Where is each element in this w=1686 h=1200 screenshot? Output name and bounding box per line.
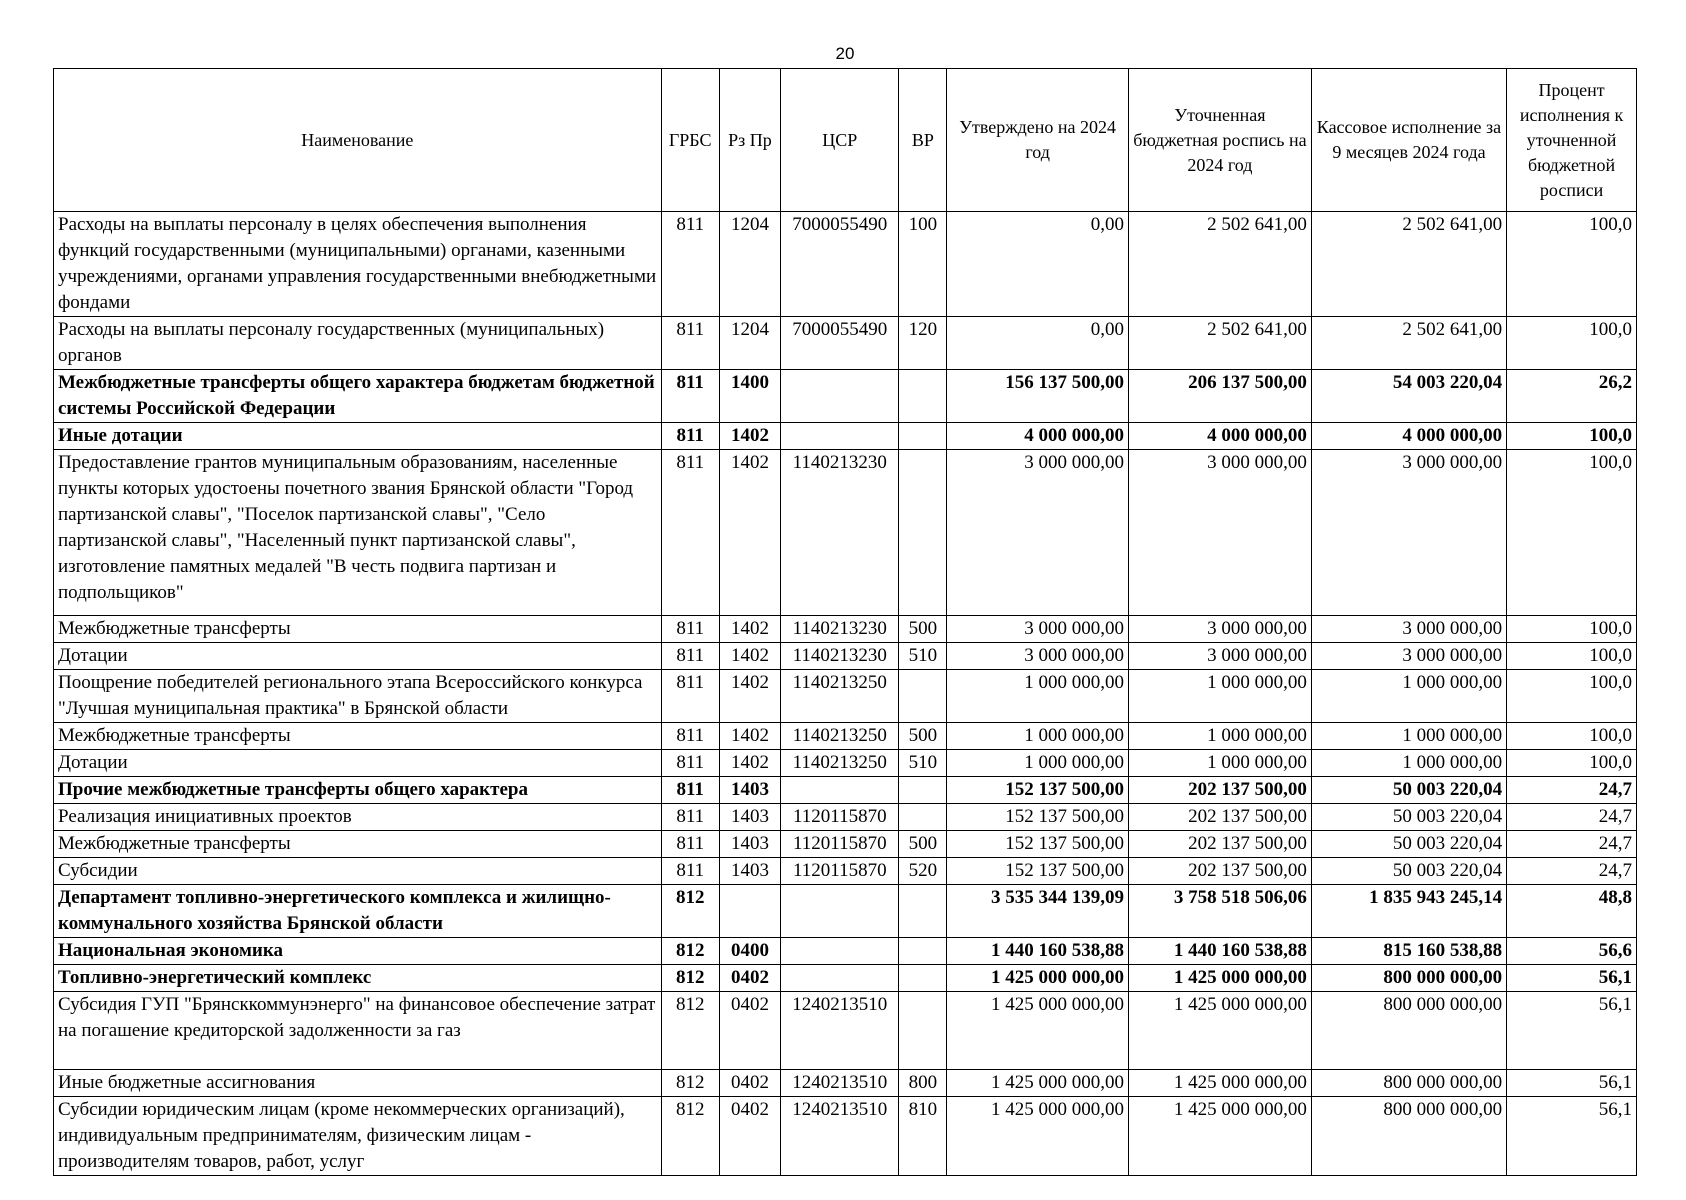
row-executed: 1 000 000,00 bbox=[1311, 723, 1506, 750]
row-rzpr: 1403 bbox=[719, 831, 780, 858]
row-percent: 56,1 bbox=[1507, 1097, 1637, 1176]
table-row bbox=[54, 643, 1637, 670]
row-approved: 152 137 500,00 bbox=[947, 777, 1129, 804]
row-csr: 1240213510 bbox=[781, 1097, 899, 1176]
row-csr: 1140213230 bbox=[781, 643, 899, 670]
row-approved: 1 425 000 000,00 bbox=[947, 1097, 1129, 1176]
row-rzpr: 1402 bbox=[719, 450, 780, 616]
row-csr: 7000055490 bbox=[781, 212, 899, 317]
row-executed: 2 502 641,00 bbox=[1311, 212, 1506, 317]
row-csr: 1240213510 bbox=[781, 1070, 899, 1097]
row-name: Субсидии bbox=[54, 858, 662, 885]
row-percent: 56,6 bbox=[1507, 938, 1637, 965]
table-row bbox=[54, 1070, 1637, 1097]
row-refined: 2 502 641,00 bbox=[1129, 317, 1312, 370]
row-percent: 100,0 bbox=[1507, 212, 1637, 317]
row-approved: 3 000 000,00 bbox=[947, 643, 1129, 670]
table-row bbox=[54, 1097, 1637, 1176]
header-executed: Кассовое исполнение за 9 месяцев 2024 года bbox=[1311, 69, 1506, 212]
row-refined: 1 425 000 000,00 bbox=[1129, 992, 1312, 1070]
row-refined: 1 425 000 000,00 bbox=[1129, 1070, 1312, 1097]
row-vr bbox=[899, 370, 947, 423]
row-grbs: 812 bbox=[661, 1097, 719, 1176]
row-rzpr: 0402 bbox=[719, 992, 780, 1070]
table-row bbox=[54, 992, 1637, 1070]
row-executed: 50 003 220,04 bbox=[1311, 858, 1506, 885]
row-rzpr: 0402 bbox=[719, 965, 780, 992]
row-refined: 1 425 000 000,00 bbox=[1129, 1097, 1312, 1176]
row-csr: 1120115870 bbox=[781, 858, 899, 885]
row-rzpr: 1403 bbox=[719, 804, 780, 831]
row-grbs: 812 bbox=[661, 938, 719, 965]
header-percent: Процент исполнения к уточненной бюджетной росписи bbox=[1507, 69, 1637, 212]
row-vr bbox=[899, 804, 947, 831]
row-csr: 7000055490 bbox=[781, 317, 899, 370]
row-grbs: 811 bbox=[661, 804, 719, 831]
row-approved: 1 425 000 000,00 bbox=[947, 1070, 1129, 1097]
row-vr: 510 bbox=[899, 643, 947, 670]
row-approved: 1 000 000,00 bbox=[947, 670, 1129, 723]
row-executed: 1 835 943 245,14 bbox=[1311, 885, 1506, 938]
row-approved: 1 440 160 538,88 bbox=[947, 938, 1129, 965]
row-csr: 1140213230 bbox=[781, 616, 899, 643]
row-percent: 26,2 bbox=[1507, 370, 1637, 423]
row-percent: 100,0 bbox=[1507, 450, 1637, 616]
row-rzpr: 1400 bbox=[719, 370, 780, 423]
table-row bbox=[54, 450, 1637, 616]
row-approved: 0,00 bbox=[947, 317, 1129, 370]
row-vr bbox=[899, 992, 947, 1070]
row-executed: 3 000 000,00 bbox=[1311, 450, 1506, 616]
row-refined: 1 000 000,00 bbox=[1129, 750, 1312, 777]
row-grbs: 811 bbox=[661, 423, 719, 450]
row-refined: 202 137 500,00 bbox=[1129, 858, 1312, 885]
table-row bbox=[54, 370, 1637, 423]
budget-table bbox=[53, 68, 1637, 1176]
row-refined: 202 137 500,00 bbox=[1129, 804, 1312, 831]
table-row bbox=[54, 777, 1637, 804]
row-grbs: 811 bbox=[661, 212, 719, 317]
row-percent: 100,0 bbox=[1507, 750, 1637, 777]
row-grbs: 811 bbox=[661, 831, 719, 858]
row-name: Реализация инициативных проектов bbox=[54, 804, 662, 831]
row-rzpr: 1402 bbox=[719, 750, 780, 777]
row-rzpr: 1402 bbox=[719, 423, 780, 450]
table-row bbox=[54, 423, 1637, 450]
row-executed: 800 000 000,00 bbox=[1311, 992, 1506, 1070]
row-approved: 1 000 000,00 bbox=[947, 750, 1129, 777]
row-approved: 156 137 500,00 bbox=[947, 370, 1129, 423]
row-vr bbox=[899, 450, 947, 616]
table-row bbox=[54, 885, 1637, 938]
row-name: Департамент топливно-энергетического комплекса и жилищно-коммунального хозяйства Брянской области bbox=[54, 885, 662, 938]
table-row bbox=[54, 858, 1637, 885]
row-vr bbox=[899, 938, 947, 965]
row-grbs: 811 bbox=[661, 723, 719, 750]
row-name: Расходы на выплаты персоналу в целях обеспечения выполнения функций государственными (муниципальными) органами, казенными учреждениями, органами управления государственными внебюджетными фондами bbox=[54, 212, 662, 317]
row-rzpr: 1402 bbox=[719, 670, 780, 723]
row-vr bbox=[899, 885, 947, 938]
row-name: Расходы на выплаты персоналу государственных (муниципальных) органов bbox=[54, 317, 662, 370]
row-rzpr: 1204 bbox=[719, 212, 780, 317]
row-refined: 4 000 000,00 bbox=[1129, 423, 1312, 450]
row-refined: 1 425 000 000,00 bbox=[1129, 965, 1312, 992]
row-name: Субсидия ГУП "Брянсккоммунэнерго" на финансовое обеспечение затрат на погашение кредиторской задолженности за газ bbox=[54, 992, 662, 1070]
row-refined: 202 137 500,00 bbox=[1129, 831, 1312, 858]
row-grbs: 811 bbox=[661, 670, 719, 723]
row-approved: 1 000 000,00 bbox=[947, 723, 1129, 750]
row-csr bbox=[781, 777, 899, 804]
row-grbs: 812 bbox=[661, 885, 719, 938]
row-grbs: 812 bbox=[661, 992, 719, 1070]
row-refined: 1 000 000,00 bbox=[1129, 670, 1312, 723]
table-row bbox=[54, 804, 1637, 831]
row-vr bbox=[899, 423, 947, 450]
row-rzpr: 1403 bbox=[719, 777, 780, 804]
row-name: Национальная экономика bbox=[54, 938, 662, 965]
row-vr: 510 bbox=[899, 750, 947, 777]
row-name: Межбюджетные трансферты общего характера бюджетам бюджетной системы Российской Федерации bbox=[54, 370, 662, 423]
row-approved: 3 000 000,00 bbox=[947, 616, 1129, 643]
row-approved: 152 137 500,00 bbox=[947, 831, 1129, 858]
row-executed: 2 502 641,00 bbox=[1311, 317, 1506, 370]
row-name: Межбюджетные трансферты bbox=[54, 723, 662, 750]
row-rzpr bbox=[719, 885, 780, 938]
row-executed: 3 000 000,00 bbox=[1311, 643, 1506, 670]
row-executed: 50 003 220,04 bbox=[1311, 831, 1506, 858]
row-approved: 3 000 000,00 bbox=[947, 450, 1129, 616]
row-percent: 56,1 bbox=[1507, 992, 1637, 1070]
row-grbs: 812 bbox=[661, 965, 719, 992]
row-grbs: 811 bbox=[661, 643, 719, 670]
row-rzpr: 0402 bbox=[719, 1097, 780, 1176]
row-approved: 152 137 500,00 bbox=[947, 858, 1129, 885]
row-approved: 1 425 000 000,00 bbox=[947, 992, 1129, 1070]
header-vr: ВР bbox=[899, 69, 947, 212]
row-approved: 1 425 000 000,00 bbox=[947, 965, 1129, 992]
row-refined: 1 000 000,00 bbox=[1129, 723, 1312, 750]
row-vr: 500 bbox=[899, 723, 947, 750]
row-csr bbox=[781, 938, 899, 965]
header-row bbox=[54, 69, 1637, 212]
row-vr: 800 bbox=[899, 1070, 947, 1097]
table-row bbox=[54, 965, 1637, 992]
header-name: Наименование bbox=[54, 69, 662, 212]
row-executed: 50 003 220,04 bbox=[1311, 777, 1506, 804]
row-percent: 24,7 bbox=[1507, 858, 1637, 885]
table-row bbox=[54, 212, 1637, 317]
row-percent: 48,8 bbox=[1507, 885, 1637, 938]
row-csr bbox=[781, 423, 899, 450]
row-refined: 3 758 518 506,06 bbox=[1129, 885, 1312, 938]
row-percent: 24,7 bbox=[1507, 777, 1637, 804]
table-row bbox=[54, 317, 1637, 370]
row-grbs: 811 bbox=[661, 616, 719, 643]
row-name: Дотации bbox=[54, 750, 662, 777]
table-row bbox=[54, 616, 1637, 643]
row-name: Топливно-энергетический комплекс bbox=[54, 965, 662, 992]
row-rzpr: 1402 bbox=[719, 643, 780, 670]
row-grbs: 811 bbox=[661, 750, 719, 777]
row-grbs: 812 bbox=[661, 1070, 719, 1097]
row-rzpr: 1204 bbox=[719, 317, 780, 370]
row-grbs: 811 bbox=[661, 450, 719, 616]
row-rzpr: 0400 bbox=[719, 938, 780, 965]
row-approved: 0,00 bbox=[947, 212, 1129, 317]
row-csr: 1240213510 bbox=[781, 992, 899, 1070]
row-rzpr: 1402 bbox=[719, 723, 780, 750]
row-percent: 100,0 bbox=[1507, 643, 1637, 670]
row-rzpr: 1403 bbox=[719, 858, 780, 885]
row-refined: 3 000 000,00 bbox=[1129, 450, 1312, 616]
row-csr: 1120115870 bbox=[781, 831, 899, 858]
row-approved: 4 000 000,00 bbox=[947, 423, 1129, 450]
header-approved: Утверждено на 2024 год bbox=[947, 69, 1129, 212]
row-csr: 1120115870 bbox=[781, 804, 899, 831]
row-refined: 202 137 500,00 bbox=[1129, 777, 1312, 804]
row-approved: 152 137 500,00 bbox=[947, 804, 1129, 831]
row-grbs: 811 bbox=[661, 370, 719, 423]
row-name: Иные дотации bbox=[54, 423, 662, 450]
row-vr: 520 bbox=[899, 858, 947, 885]
row-vr bbox=[899, 670, 947, 723]
row-refined: 3 000 000,00 bbox=[1129, 616, 1312, 643]
row-executed: 1 000 000,00 bbox=[1311, 670, 1506, 723]
row-name: Межбюджетные трансферты bbox=[54, 616, 662, 643]
row-csr: 1140213250 bbox=[781, 670, 899, 723]
row-percent: 100,0 bbox=[1507, 317, 1637, 370]
header-csr: ЦСР bbox=[781, 69, 899, 212]
row-executed: 800 000 000,00 bbox=[1311, 1097, 1506, 1176]
table-row bbox=[54, 723, 1637, 750]
row-name: Иные бюджетные ассигнования bbox=[54, 1070, 662, 1097]
row-percent: 100,0 bbox=[1507, 616, 1637, 643]
row-vr: 100 bbox=[899, 212, 947, 317]
table-row bbox=[54, 750, 1637, 777]
row-csr: 1140213230 bbox=[781, 450, 899, 616]
row-percent: 100,0 bbox=[1507, 423, 1637, 450]
row-executed: 1 000 000,00 bbox=[1311, 750, 1506, 777]
row-csr bbox=[781, 370, 899, 423]
row-executed: 3 000 000,00 bbox=[1311, 616, 1506, 643]
row-grbs: 811 bbox=[661, 317, 719, 370]
row-percent: 24,7 bbox=[1507, 804, 1637, 831]
row-name: Межбюджетные трансферты bbox=[54, 831, 662, 858]
row-refined: 206 137 500,00 bbox=[1129, 370, 1312, 423]
header-refined: Уточненная бюджетная роспись на 2024 год bbox=[1129, 69, 1312, 212]
table-row bbox=[54, 938, 1637, 965]
header-grbs: ГРБС bbox=[661, 69, 719, 212]
row-name: Поощрение победителей регионального этапа Всероссийского конкурса "Лучшая муниципальная практика" в Брянской области bbox=[54, 670, 662, 723]
row-csr bbox=[781, 885, 899, 938]
row-executed: 50 003 220,04 bbox=[1311, 804, 1506, 831]
table-row bbox=[54, 670, 1637, 723]
row-vr: 120 bbox=[899, 317, 947, 370]
row-refined: 1 440 160 538,88 bbox=[1129, 938, 1312, 965]
row-vr: 500 bbox=[899, 831, 947, 858]
row-vr: 500 bbox=[899, 616, 947, 643]
page-number: 20 bbox=[835, 44, 855, 63]
row-csr: 1140213250 bbox=[781, 723, 899, 750]
row-percent: 24,7 bbox=[1507, 831, 1637, 858]
row-csr bbox=[781, 965, 899, 992]
table-row bbox=[54, 831, 1637, 858]
header-rzpr: Рз Пр bbox=[719, 69, 780, 212]
row-executed: 54 003 220,04 bbox=[1311, 370, 1506, 423]
row-name: Субсидии юридическим лицам (кроме некоммерческих организаций), индивидуальным предпринимателям, физическим лицам - производителям товаров, работ, услуг bbox=[54, 1097, 662, 1176]
row-csr: 1140213250 bbox=[781, 750, 899, 777]
row-name: Предоставление грантов муниципальным образованиям, населенные пункты которых удостоены почетного звания Брянской области "Город партизанской славы", "Поселок партизанской славы", "Село партизанской славы", "Населенный пункт партизанской славы", изготовление памятных медалей "В честь подвига партизан и подпольщиков" bbox=[54, 450, 662, 616]
row-executed: 4 000 000,00 bbox=[1311, 423, 1506, 450]
row-vr bbox=[899, 965, 947, 992]
row-executed: 800 000 000,00 bbox=[1311, 965, 1506, 992]
row-percent: 56,1 bbox=[1507, 965, 1637, 992]
row-rzpr: 1402 bbox=[719, 616, 780, 643]
row-percent: 100,0 bbox=[1507, 670, 1637, 723]
row-refined: 3 000 000,00 bbox=[1129, 643, 1312, 670]
row-executed: 815 160 538,88 bbox=[1311, 938, 1506, 965]
row-refined: 2 502 641,00 bbox=[1129, 212, 1312, 317]
row-approved: 3 535 344 139,09 bbox=[947, 885, 1129, 938]
row-grbs: 811 bbox=[661, 777, 719, 804]
row-vr bbox=[899, 777, 947, 804]
row-percent: 56,1 bbox=[1507, 1070, 1637, 1097]
row-percent: 100,0 bbox=[1507, 723, 1637, 750]
row-name: Прочие межбюджетные трансферты общего характера bbox=[54, 777, 662, 804]
row-name: Дотации bbox=[54, 643, 662, 670]
row-executed: 800 000 000,00 bbox=[1311, 1070, 1506, 1097]
row-rzpr: 0402 bbox=[719, 1070, 780, 1097]
row-vr: 810 bbox=[899, 1097, 947, 1176]
row-grbs: 811 bbox=[661, 858, 719, 885]
